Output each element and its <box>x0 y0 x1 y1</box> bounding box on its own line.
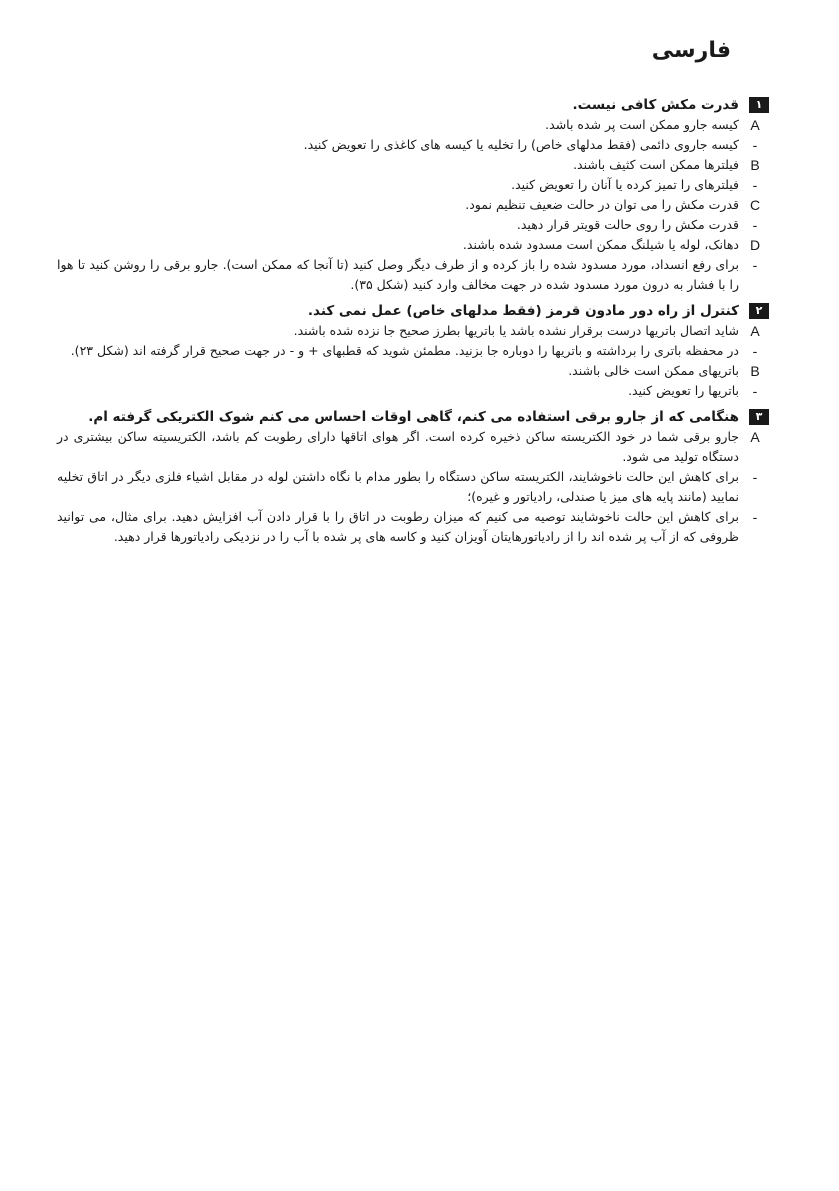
item-marker: A <box>750 117 760 133</box>
item-marker: D <box>749 237 761 253</box>
item-text: باتریها را تعویض کنید. <box>628 383 739 398</box>
list-item <box>57 321 769 341</box>
item-marker: - <box>752 257 758 273</box>
item-text: در محفظه باتری را برداشته و باتریها را دوباره جا بزنید. مطمئن شوید که قطبهای + و - در جهت صحیح قرار گرفته اند (شکل ۲۳). <box>70 343 739 358</box>
list-item <box>57 427 769 467</box>
list-item <box>57 135 769 155</box>
list-item <box>57 361 769 381</box>
item-text: کیسه جارو ممکن است پر شده باشد. <box>545 117 739 132</box>
page-title: فارسی <box>651 38 731 63</box>
item-text: برای کاهش این حالت ناخوشایند، الکتریسته ساکن دستگاه را بطور مدام با نگاه داشتن لوله در مقابل اشیاء فلزی دیگر در اتاق تخلیه نمایید (مانند پایه های میز یا صندلی، رادیاتور و غیره)؛ <box>57 469 739 504</box>
item-text: شاید اتصال باتریها درست برقرار نشده باشد یا باتریها بطرز صحیح جا نزده شده باشند. <box>293 323 739 338</box>
item-marker: - <box>752 383 758 399</box>
item-text: کیسه جاروی دائمی (فقط مدلهای خاص) را تخلیه یا کیسه های کاغذی را تعویض کنید. <box>303 137 739 152</box>
item-marker: B <box>750 363 760 379</box>
item-marker: - <box>752 137 758 153</box>
troubleshooting-content <box>57 95 769 553</box>
item-marker: C <box>749 197 761 213</box>
section-number-badge: ۳ <box>749 409 769 425</box>
item-text: فیلترهای را تمیز کرده یا آنان را تعویض کنید. <box>511 177 739 192</box>
item-text: دهانک، لوله یا شیلنگ ممکن است مسدود شده باشند. <box>462 237 739 252</box>
list-item <box>57 507 769 547</box>
item-marker: A <box>750 323 760 339</box>
section-heading <box>57 95 769 115</box>
section-3 <box>57 407 769 547</box>
item-text: قدرت مکش را روی حالت قویتر قرار دهید. <box>516 217 739 232</box>
item-marker: A <box>750 429 760 445</box>
list-item <box>57 155 769 175</box>
section-2 <box>57 301 769 401</box>
section-number-badge: ۱ <box>749 97 769 113</box>
item-text: برای رفع انسداد، مورد مسدود شده را باز کرده و از طرف دیگر وصل کنید (تا آنجا که ممکن است). جارو برقی را روشن کنید تا هوا را با فشار به درون مورد مسدود شده در جهت مخالف وارد کنید (شکل ۳۵). <box>57 257 739 292</box>
item-marker: - <box>752 469 758 485</box>
item-marker: B <box>750 157 760 173</box>
list-item <box>57 215 769 235</box>
section-heading-text: هنگامی که از جارو برقی استفاده می کنم، گاهی اوقات احساس می کنم شوک الکتریکی گرفته ام. <box>88 409 739 425</box>
list-item <box>57 115 769 135</box>
section-number-badge: ۲ <box>749 303 769 319</box>
item-text: باتریهای ممکن است خالی باشند. <box>568 363 739 378</box>
section-heading-text: قدرت مکش کافی نیست. <box>572 97 739 113</box>
list-item <box>57 381 769 401</box>
item-text: قدرت مکش را می توان در حالت ضعیف تنظیم نمود. <box>465 197 739 212</box>
item-marker: - <box>752 177 758 193</box>
list-item <box>57 175 769 195</box>
item-text: فیلترها ممکن است کثیف باشند. <box>573 157 739 172</box>
section-1 <box>57 95 769 295</box>
item-text: برای کاهش این حالت ناخوشایند توصیه می کنیم که میزان رطوبت در اتاق را با قرار دادن آب افزایش دهید. برای مثال، می توانید ظروفی که از آب پر شده اند را از رادیاتورهایتان آویزان کنید و کاسه های پر شده با آب را در نزدیکی رادیاتورها قرار دهید. <box>57 509 739 544</box>
item-text: جارو برقی شما در خود الکتریسته ساکن ذخیره کرده است. اگر هوای اتاقها دارای رطوبت کم باشد، الکتریسیته ساکن بیشتری در دستگاه تولید می شود. <box>57 429 739 464</box>
item-marker: - <box>752 217 758 233</box>
list-item <box>57 467 769 507</box>
item-marker: - <box>752 343 758 359</box>
item-marker: - <box>752 509 758 525</box>
list-item <box>57 341 769 361</box>
list-item <box>57 195 769 215</box>
list-item <box>57 235 769 255</box>
list-item <box>57 255 769 295</box>
section-heading-text: کنترل از راه دور مادون قرمز (فقط مدلهای خاص) عمل نمی کند. <box>307 303 739 319</box>
section-heading <box>57 407 769 427</box>
section-heading <box>57 301 769 321</box>
